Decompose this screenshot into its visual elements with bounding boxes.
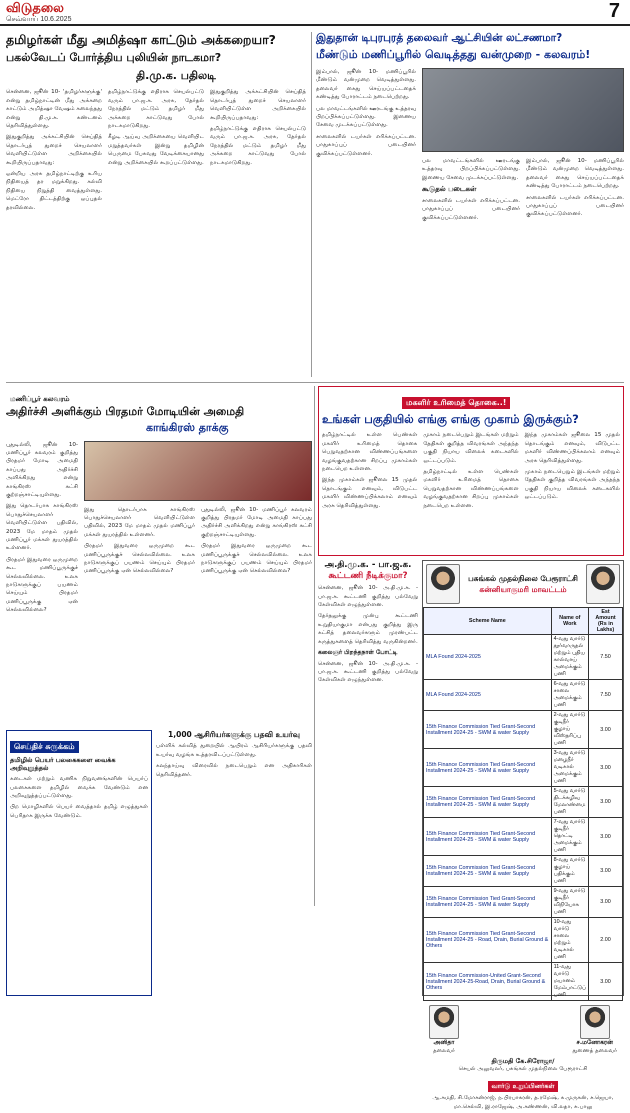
story-paragraph: இம்பால், ஜூன் 10- மணிப்பூரில் மீண்டும் வன்முறை வெடித்துள்ளது. தலைவர் கைது செய்யப்பட்டதைக் கண்டித்து போராட்டம் நடைபெற்றது. <box>316 68 416 101</box>
story-paragraph: சாலைகளில் டயர்கள் எரிக்கப்பட்டன. பாதுகாப்புப் படையினர் குவிக்கப்பட்டுள்ளனர். <box>422 197 520 221</box>
column-rule <box>314 386 315 906</box>
issue-date: செவ்வாய் 10.6.2025 <box>6 16 72 23</box>
table-row: 15th Finance Commission Tied Grant-Second Installment 2024-25 - SWM & water Supply 5-வது வார்டு திடக்கழிவு மேலாண்மை பணி 3.00 <box>424 787 623 818</box>
story-headline-2: பகல்வேடப் போர்த்திய புலியின் நாடகமா? <box>6 50 222 64</box>
table-row: MLA Found 2024-2025 6-வது வார்டு சாலை அமைக்கும் பணி 7.50 <box>424 680 623 711</box>
column-header: Scheme Name <box>424 608 552 635</box>
story-paragraph: இம்பால், ஜூன் 10- மணிப்பூரில் மீண்டும் வன்முறை வெடித்துள்ளது. தலைவர் கைது செய்யப்பட்டதைக் கண்டித்து போராட்டம் நடைபெற்றது. <box>526 157 624 190</box>
brief-paragraph: பிற மொழிகளில் பெயர் வைத்தால் தமிழ் எழுத்துகள் பெரிதாக இருக்க வேண்டும். <box>10 804 148 819</box>
official-portrait <box>586 564 620 604</box>
story-paragraph: தமிழ்நாட்டில் உள்ள பெண்கள் மகளிர் உரிமைத் தொகை பெறுவதற்கான விண்ணப்பங்களை வழங்குவதற்கான சிறப்பு முகாம்கள் நடைபெற உள்ளன. <box>322 432 418 472</box>
story-kicker: மணிப்பூர் கலவரம் <box>10 395 70 403</box>
story-paragraph: இந்த முகாம்கள் ஜூலை 15 முதல் தொடங்கும் எனவும், விடுபட்ட மகளிர் விண்ணப்பிக்கலாம் எனவும் அரசு தெரிவித்துள்ளது. <box>322 477 418 509</box>
story-paragraph: பிரதமர் இதுவரை ஒருமுறை கூட மணிப்பூருக்குச் செல்லவில்லை. உலக நாடுகளுக்குப் பயணம் செய்யும் பிரதமர் மணிப்பூருக்கு ஏன் செல்லவில்லை? <box>6 556 78 614</box>
ad-title: பசுங்கல் முதல்நிலை பேரூராட்சி <box>468 573 578 583</box>
story-paragraph: தமிழ்நாட்டில் உள்ள பெண்கள் மகளிர் உரிமைத் தொகை பெறுவதற்கான விண்ணப்பங்களை வழங்குவதற்கான சிறப்பு முகாம்கள் நடைபெற உள்ளன. <box>423 469 519 509</box>
story-paragraph: புதுடில்லி, ஜூன் 10- மணிப்பூர் கலவரம் குறித்து பிரதமர் மோடி அமைதி காப்பது அதிர்ச்சி அளிக்கிறது என்று காங்கிரஸ் கட்சி குற்றஞ்சாட்டியுள்ளது. <box>6 441 78 498</box>
story-paragraph: தமிழ்நாட்டுக்கு எதிராக செயல்பட்டு வரும் பா.ஜ.க. அரசு, தேர்தல் நேரத்தில் மட்டும் தமிழர் மீது அக்கறை காட்டுவது போல் நாடகமாடுகிறது. <box>108 89 204 129</box>
brief-title: செய்திச் சுருக்கம் <box>10 741 79 753</box>
story-paragraph: முகாம் நடைபெறும் இடங்கள் மற்றும் தேதிகள் குறித்த விவரங்கள் அந்தந்த பகுதி நியாய விலைக் கடைகளில் ஒட்டப்படும். <box>524 469 620 501</box>
story-congress-attack <box>6 386 312 726</box>
page-number: 7 <box>608 0 620 22</box>
brief-subhead: தமிழில் பெயர் பலகைகளை வைக்க அறிவுறுத்தல் <box>10 756 116 773</box>
story-headline: அதிர்ச்சி அளிக்கும் பிரதமர் மோடியின் அமைதி <box>6 405 245 418</box>
story-headline-2: கூட்டணி நீடிக்குமா? <box>328 570 408 581</box>
story-paragraph: பல மாவட்டங்களில் ஊரடங்கு உத்தரவு பிறப்பிக்கப்பட்டுள்ளது. இணைய சேவை முடக்கப்பட்டுள்ளது. <box>316 105 416 129</box>
panchayat-advertisement <box>422 560 624 1110</box>
works-table <box>423 607 623 1001</box>
congress-leader-photo <box>84 441 312 501</box>
story-headline-2: காங்கிரஸ் தாக்கு <box>146 420 229 434</box>
table-row: 15th Finance Commission Tied Grant-Second Installment 2024-25 - Road, Drain, Burial Ground & Others 10-வது வார்டு சாலை மற்றும் வடிகால் பணி 2.00 <box>424 918 623 963</box>
story-paragraph: புதுடில்லி, ஜூன் 10- மணிப்பூர் கலவரம் குறித்து பிரதமர் மோடி அமைதி காப்பது அதிர்ச்சி அளிக்கிறது என்று காங்கிரஸ் கட்சி குற்றஞ்சாட்டியுள்ளது. <box>201 506 312 538</box>
story-headline: அ.தி.மு.க. - பா.ஜ.க. <box>324 560 412 570</box>
members-list: ஆ.சுமதி, சி.மோகன்ராஜ், ந.பிரபாகரன், த.ரமேஷ், க.முருகன், ச.ஜெயா, மா.செல்வி, இ.ராஜேஷ், அ.கண்ணன், வி.லதா, சு.பாலு <box>432 1095 614 1110</box>
newspaper-logo: விடுதலை <box>6 1 64 16</box>
story-headline: தமிழர்கள் மீது அமித்ஷா காட்டும் அக்கறையா? <box>6 32 276 47</box>
table-row: MLA Found 2024-2025 4-வது வார்டு தூர்வாருதல் மற்றும் புதிய கால்வாய் அமைக்கும் பணி 7.50 <box>424 635 623 680</box>
story-paragraph: இது தொடர்பாக காங்கிரஸ் பொதுச்செயலாளர் வெளியிட்டுள்ள பதிவில், 2023 மே மாதம் முதல் மணிப்பூர் மக்கள் துயரத்தில் உள்ளனர். <box>6 503 78 552</box>
story-subhead: கூடுதல் படைகள் <box>422 185 477 194</box>
story-paragraph: சென்னை, ஜூன் 10- 'தமிழர்களுக்கு' என்று தமிழ்நாட்டின் மீது அக்கறை காட்டும் அமித்ஷா வேஷம் கலைந்தது என்று தி.மு.க. கண்டனம் தெரிவித்துள்ளது. <box>6 89 103 129</box>
officer-name: திருமதி கே.சிரோஜா/ <box>491 1056 555 1065</box>
story-paragraph: இதுகுறித்து அக்கட்சியின் செய்தித் தொடர்புத் துறைச் செயலாளர் வெளியிட்டுள்ள அறிக்கையில் கூறியிருப்பதாவது: <box>6 134 102 166</box>
story-paragraph: கீழடி ஆய்வு அறிக்கையை வெளியிட மறுத்தவர்கள் இன்று தமிழின் பெருமை பேசுவது வேடிக்கையானது என்று அறிக்கையில் கூறப்பட்டுள்ளது. <box>108 134 204 166</box>
story-paragraph: தேர்தலுக்கு முன்பு கூட்டணி உறுதியாகுமா என்பது குறித்து இரு கட்சித் தலைவர்களும் முரண்பட்ட கருத்துகளைத் தெரிவித்து வருகின்றனர். <box>318 613 418 645</box>
ad-subtitle: கன்னியாகுமரி மாவட்டம் <box>479 585 567 594</box>
table-row: 15th Finance Commission Tied Grant-Second Installment 2024-25 - SWM & water Supply 2-வது வார்டு குடிநீர் குழாய் விஸ்தரிப்பு பணி 3.00 <box>424 711 623 749</box>
vice-president-portrait <box>580 1005 610 1039</box>
story-headline: உங்கள் பகுதியில் எங்கு எங்கு முகாம் இருக்கும்? <box>322 412 579 426</box>
story-admk-bjp <box>318 560 418 940</box>
officer-role: செயல் அலுவலர், பசுங்கல் முதல்நிலை பேரூராட்சி <box>458 1066 588 1073</box>
table-row: 15th Finance Commission Tied Grant-Second Installment 2024-25 - SWM & water Supply 3-வது வார்டு மழைநீர் வடிகால் அமைக்கும் பணி 3.00 <box>424 749 623 787</box>
leader-portrait <box>426 564 460 604</box>
president-name: அனிதா <box>433 1039 455 1046</box>
story-paragraph: சாலைகளில் டயர்கள் எரிக்கப்பட்டன. பாதுகாப்புப் படையினர் குவிக்கப்பட்டுள்ளனர். <box>316 133 416 157</box>
vice-president-name: ச.மனோகரன் <box>576 1039 613 1046</box>
column-rule <box>311 32 312 377</box>
teacher-promotion-notice <box>156 730 312 996</box>
story-paragraph: இது தொடர்பாக காங்கிரஸ் பொதுச்செயலாளர் வெளியிட்டுள்ள பதிவில், 2023 மே மாதம் முதல் மணிப்பூர் மக்கள் துயரத்தில் உள்ளனர். <box>84 506 195 538</box>
notice-headline: 1,000 ஆசிரியர்களுக்கு பதவி உயர்வு <box>168 730 300 739</box>
table-row: 15th Finance Commission Tied Grant-Second Installment 2024-25 - SWM & water Supply 7-வது வார்டு குடிநீர் தொட்டி அமைக்கும் பணி 3.00 <box>424 818 623 856</box>
president-role: தலைவர் <box>433 1047 455 1054</box>
manipur-street-photo <box>422 68 624 152</box>
story-manipur-violence <box>316 32 624 377</box>
masthead <box>0 0 630 26</box>
story-paragraph: சாலைகளில் டயர்கள் எரிக்கப்பட்டன. பாதுகாப்புப் படையினர் குவிக்கப்பட்டுள்ளனர். <box>526 194 624 218</box>
president-portrait <box>429 1005 459 1039</box>
story-paragraph: முகாம் நடைபெறும் இடங்கள் மற்றும் தேதிகள் குறித்த விவரங்கள் அந்தந்த பகுதி நியாய விலைக் கடைகளில் ஒட்டப்படும். <box>423 432 519 464</box>
story-paragraph: பல மாவட்டங்களில் ஊரடங்கு உத்தரவு பிறப்பிக்கப்பட்டுள்ளது. இணைய சேவை முடக்கப்பட்டுள்ளது. <box>422 157 520 181</box>
table-row: 15th Finance Commission Tied Grant-Second Installment 2024-25 - SWM & water Supply 9-வது வார்டு குடிநீர் விநியோக பணி 3.00 <box>424 887 623 918</box>
story-subhead: கலைஞர் பிறந்தநாள் போட்டி <box>318 649 398 657</box>
story-paragraph: சென்னை, ஜூன் 10- அ.தி.மு.க. - பா.ஜ.க. கூட்டணி குறித்து பல்வேறு கேள்விகள் எழுந்துள்ளன. <box>318 660 418 684</box>
story-paragraph: இதுகுறித்து அக்கட்சியின் செய்தித் தொடர்புத் துறைச் செயலாளர் வெளியிட்டுள்ள அறிக்கையில் கூறியிருப்பதாவது: <box>210 89 306 121</box>
story-headline-2: மீண்டும் மணிப்பூரில் வெடித்தது வன்முறை - கலவரம்! <box>316 48 591 62</box>
story-paragraph: சென்னை, ஜூன் 10- அ.தி.மு.க. - பா.ஜ.க. கூட்டணி குறித்து பல்வேறு கேள்விகள் எழுந்துள்ளன. <box>318 585 418 609</box>
members-title: வார்டு உறுப்பினர்கள் <box>488 1081 559 1092</box>
table-row: 15th Finance Commission-United Grant-Second Installment 2024-25-Road, Drain, Burial Ground & Others 11-வது வார்டு மயானம் மேம்பாட்டுப் பணி 3.00 <box>424 963 623 1001</box>
story-paragraph: ஒன்றிய அரசு தமிழ்நாட்டிற்கு உரிய நிதியைத் தர மறுக்கிறது. கல்வி நிதியை நிறுத்தி வைத்துள்ளது. மெட்ரோ திட்டத்திற்கு ஒப்புதல் தரவில்லை. <box>6 171 102 211</box>
story-paragraph: பிரதமர் இதுவரை ஒருமுறை கூட மணிப்பூருக்குச் செல்லவில்லை. உலக நாடுகளுக்குப் பயணம் செய்யும் பிரதமர் மணிப்பூருக்கு ஏன் செல்லவில்லை? <box>84 543 195 575</box>
story-headline: இதுதான் டிபுரபுரத் தலைவர் ஆட்சியின் லட்சணமா? <box>316 32 563 44</box>
vice-president-role: துணைத் தலைவர் <box>572 1047 617 1054</box>
story-amitshah <box>6 32 306 377</box>
story-byline: தி.மு.க. பதிலடி <box>136 69 216 83</box>
column-header: Name of Work <box>551 608 588 635</box>
story-paragraph: பிரதமர் இதுவரை ஒருமுறை கூட மணிப்பூருக்குச் செல்லவில்லை. உலக நாடுகளுக்குப் பயணம் செய்யும் பிரதமர் மணிப்பூருக்கு ஏன் செல்லவில்லை? <box>201 543 312 575</box>
notice-paragraph: பள்ளிக் கல்வித் துறையில் ஆயிரம் ஆசிரியர்களுக்கு பதவி உயர்வு வழங்க உத்தரவிடப்பட்டுள்ளது. <box>156 743 312 758</box>
column-header: Est Amount (Rs in Lakhs) <box>589 608 623 635</box>
story-magalir-urimai <box>318 386 624 556</box>
brief-paragraph: கடைகள் மற்றும் வணிக நிறுவனங்களின் பெயர்ப் பலகைகளை தமிழில் வைக்க வேண்டும் என அறிவுறுத்தப்பட்டுள்ளது. <box>10 776 148 800</box>
story-paragraph: இந்த முகாம்கள் ஜூலை 15 முதல் தொடங்கும் எனவும், விடுபட்ட மகளிர் விண்ணப்பிக்கலாம் எனவும் அரசு தெரிவித்துள்ளது. <box>524 432 620 464</box>
table-row: 15th Finance Commission Tied Grant-Second Installment 2024-25 - SWM & water Supply 8-வது வார்டு குழாய் பதிக்கும் பணி 3.00 <box>424 856 623 887</box>
story-kicker: மகளிர் உரிமைத் தொகை..! <box>402 397 510 409</box>
news-brief <box>6 730 152 996</box>
notice-paragraph: கலந்தாய்வு விரைவில் நடைபெறும் என அதிகாரிகள் தெரிவித்தனர். <box>156 763 312 778</box>
story-paragraph: தமிழ்நாட்டுக்கு எதிராக செயல்பட்டு வரும் பா.ஜ.க. அரசு, தேர்தல் நேரத்தில் மட்டும் தமிழர் மீது அக்கறை காட்டுவது போல் நாடகமாடுகிறது. <box>210 126 306 166</box>
section-rule <box>6 382 624 383</box>
